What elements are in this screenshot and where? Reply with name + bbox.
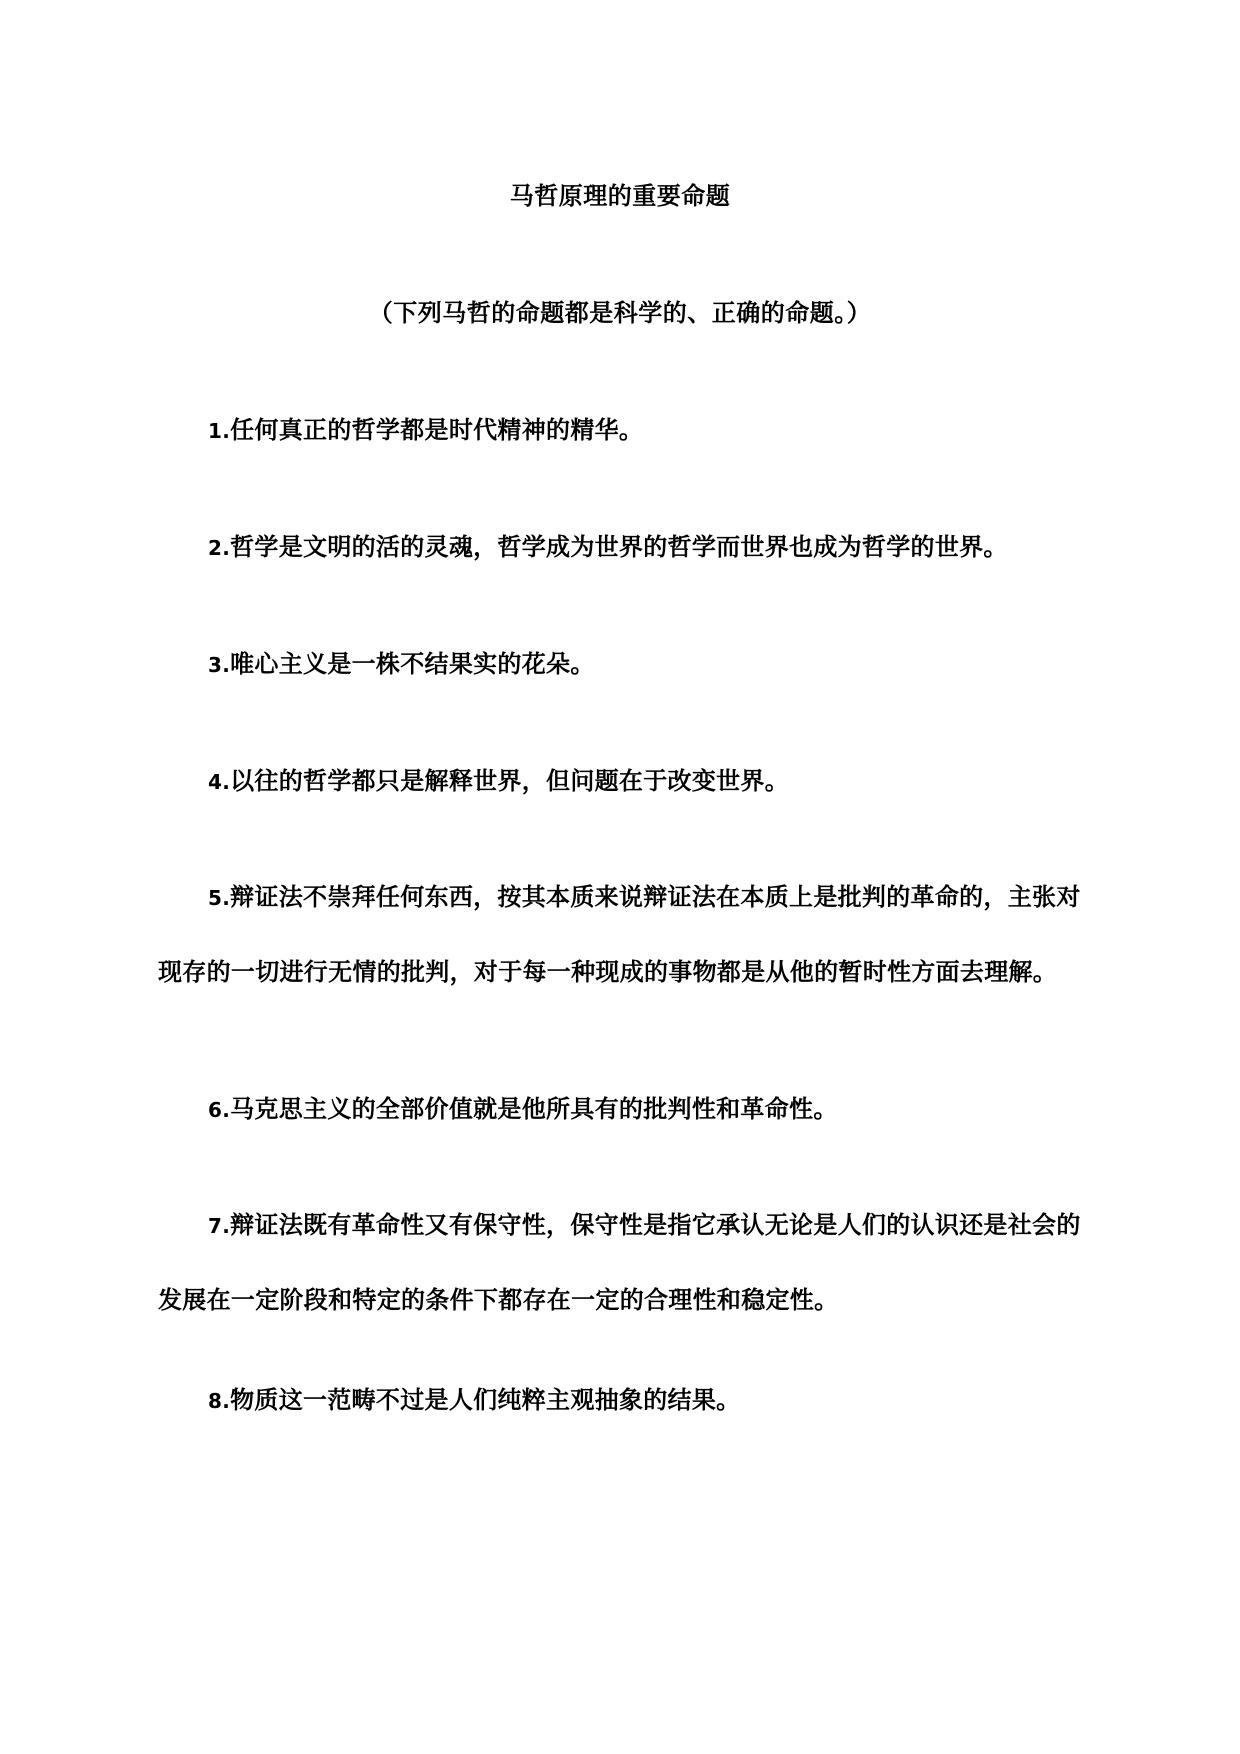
proposition-number: 3. bbox=[208, 653, 231, 677]
proposition-item bbox=[158, 1188, 1098, 1337]
document-subtitle: （下列马哲的命题都是科学的、正确的命题。） bbox=[368, 299, 872, 327]
proposition-item bbox=[158, 1072, 1098, 1147]
proposition-text: 以往的哲学都只是解释世界，但问题在于改变世界。 bbox=[230, 767, 790, 795]
proposition-item bbox=[158, 1363, 1098, 1438]
proposition-text: 马克思主义的全部价值就是他所具有的批判性和革命性。 bbox=[230, 1095, 838, 1123]
proposition-text: 物质这一范畴不过是人们纯粹主观抽象的结果。 bbox=[230, 1386, 741, 1414]
proposition-text: 唯心主义是一株不结果实的花朵。 bbox=[230, 650, 595, 678]
proposition-item bbox=[158, 744, 1098, 819]
proposition-text: 哲学是文明的活的灵魂，哲学成为世界的哲学而世界也成为哲学的世界。 bbox=[230, 533, 1008, 561]
proposition-item bbox=[158, 510, 1098, 585]
document-title: 马哲原理的重要命题 bbox=[509, 182, 731, 210]
proposition-number: 2. bbox=[208, 536, 231, 560]
proposition-number: 8. bbox=[208, 1389, 231, 1413]
proposition-item bbox=[158, 627, 1098, 702]
proposition-number: 6. bbox=[208, 1098, 231, 1122]
proposition-number: 1. bbox=[208, 419, 231, 443]
proposition-text: 辩证法既有革命性又有保守性，保守性是指它承认无论是人们的认识还是社会的发展在一定阶段和特定的条件下都存在一定的合理性和稳定性。 bbox=[158, 1211, 1081, 1314]
proposition-number: 4. bbox=[208, 770, 231, 794]
proposition-text: 任何真正的哲学都是时代精神的精华。 bbox=[230, 416, 644, 444]
proposition-number: 5. bbox=[208, 886, 231, 910]
proposition-number: 7. bbox=[208, 1214, 231, 1238]
proposition-text: 辩证法不崇拜任何东西，按其本质来说辩证法在本质上是批判的革命的，主张对现存的一切进行无情的批判，对于每一种现成的事物都是从他的暂时性方面去理解。 bbox=[158, 883, 1081, 986]
proposition-item bbox=[158, 860, 1098, 1009]
proposition-item bbox=[158, 393, 1098, 468]
